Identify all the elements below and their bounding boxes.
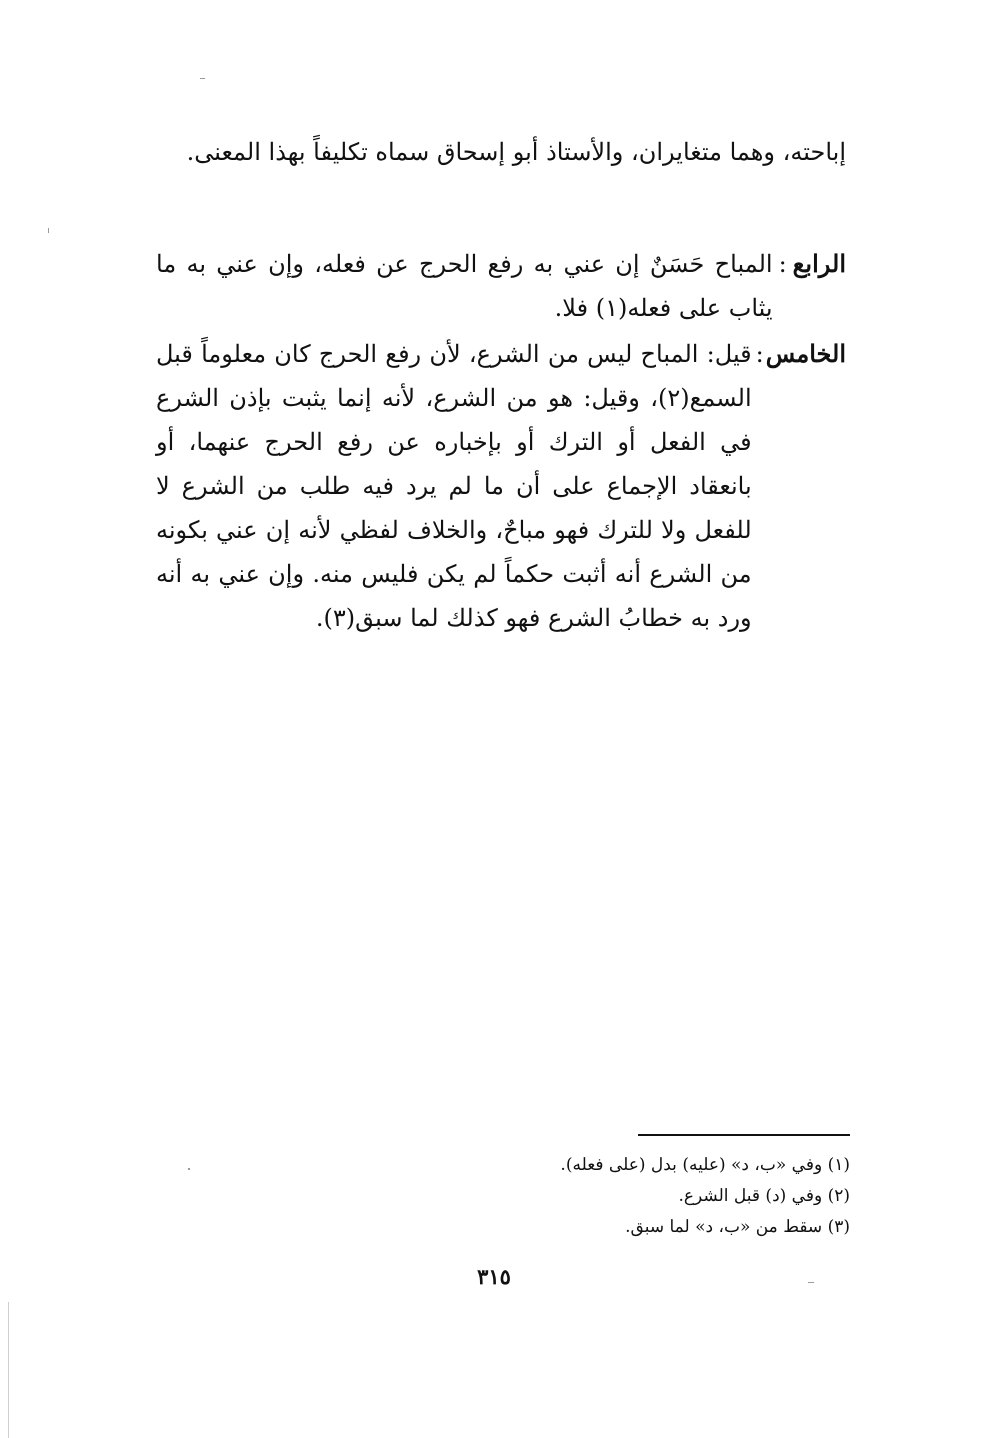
section-separator: : bbox=[755, 340, 764, 368]
section-text-fourth: المباح حَسَنٌ إن عني به رفع الحرج عن فعله، وإن عني به ما يثاب على فعله(١) فلا. bbox=[156, 250, 773, 322]
footnote-item: (٣) سقط من «ب، د» لما سبق. bbox=[625, 1217, 850, 1237]
page-number: ٣١٥ bbox=[477, 1264, 511, 1289]
scan-speck bbox=[48, 228, 49, 233]
scan-speck bbox=[808, 1282, 814, 1283]
section-fourth bbox=[156, 242, 846, 330]
footnote-item: (٢) وفي (د) قبل الشرع. bbox=[678, 1186, 850, 1206]
section-label-fifth: الخامس bbox=[765, 339, 846, 368]
scan-speck bbox=[188, 1168, 190, 1170]
footnote-divider bbox=[638, 1134, 850, 1136]
intro-paragraph: إباحته، وهما متغايران، والأستاذ أبو إسحاق سماه تكليفاً بهذا المعنى. bbox=[186, 138, 846, 166]
section-text-fifth: قيل: المباح ليس من الشرع، لأن رفع الحرج كان معلوماً قبل السمع(٢)، وقيل: هو من الشرع، لأنه إنما يثبت بإذن الشرع في الفعل أو الترك أو بإخباره عن رفع الحرج عنهما، أو بانعقاد الإجماع على أن ما لم يرد فيه طلب من الشرع لا للفعل ولا للترك فهو مباحٌ، والخلاف لفظي لأنه إن عني بكونه من الشرع أنه أثبت حكماً لم يكن فليس منه. وإن عني به أنه ورد به خطابُ الشرع فهو كذلك لما سبق(٣). bbox=[156, 340, 752, 632]
scan-speck bbox=[200, 78, 205, 79]
scan-margin-line bbox=[8, 1302, 9, 1438]
section-separator: : bbox=[778, 250, 787, 278]
footnotes bbox=[250, 1150, 850, 1243]
section-fifth bbox=[156, 332, 846, 640]
footnote-item: (١) وفي «ب، د» (عليه) بدل (على فعله). bbox=[560, 1155, 850, 1175]
section-label-fourth: الرابع bbox=[792, 249, 846, 278]
